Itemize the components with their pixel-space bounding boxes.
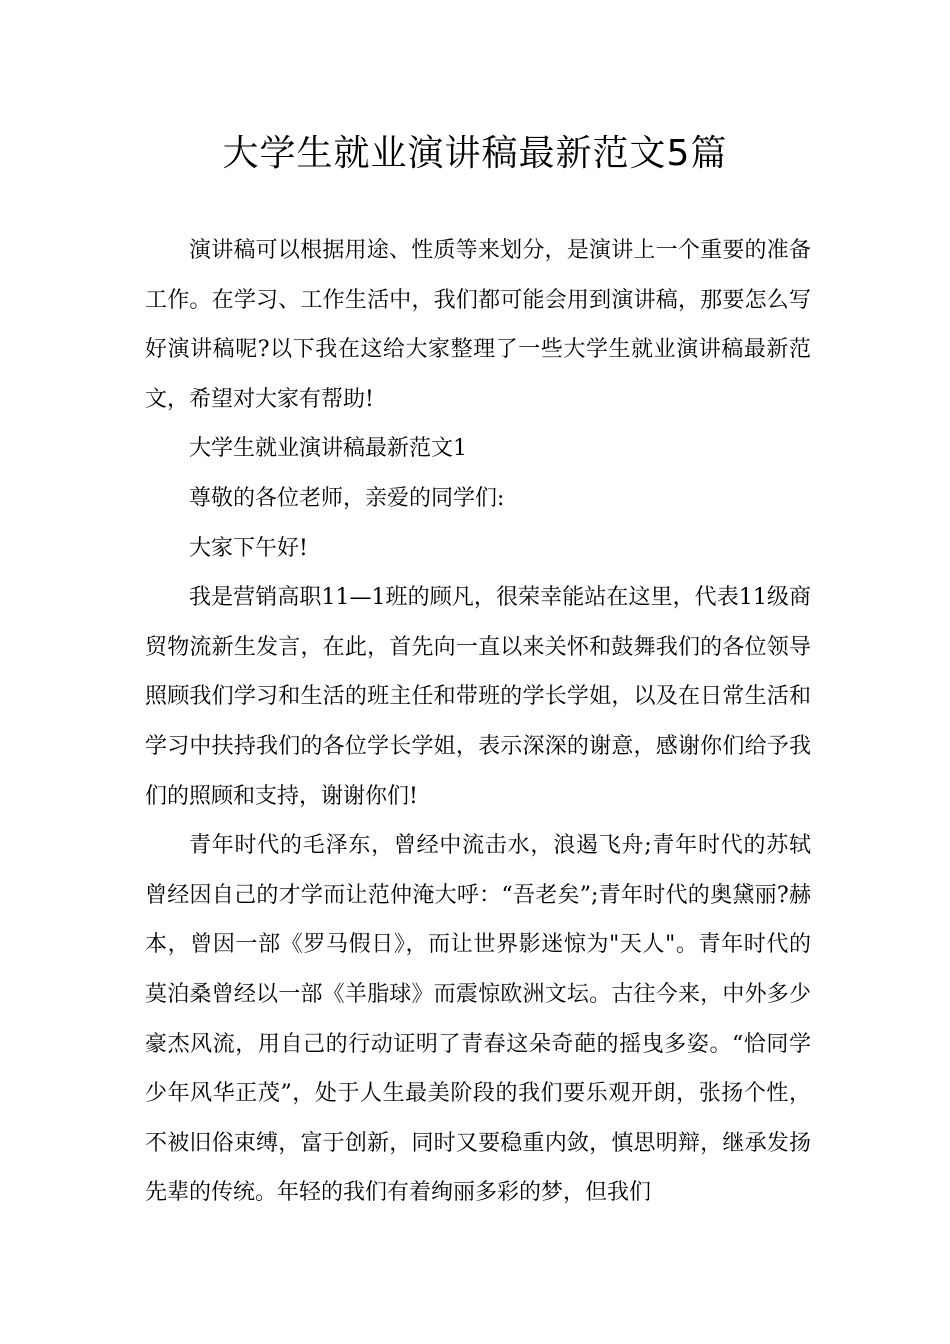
greeting: 大家下午好! xyxy=(189,535,308,561)
intro-paragraph: 演讲稿可以根据用途、性质等来划分，是演讲上一个重要的准备工作。在学习、工作生活中，我们都可能会用到演讲稿，那要怎么写好演讲稿呢?以下我在这给大家整理了一些大学生就业演讲稿最新范文，希望对大家有帮助! xyxy=(145,238,811,412)
document-title: 大学生就业演讲稿最新范文5篇 xyxy=(222,133,728,174)
body-paragraph: 我是营销高职11—1班的顾凡，很荣幸能站在这里，代表11级商贸物流新生发言，在此，首先向一直以来关怀和鼓舞我们的各位领导照顾我们学习和生活的班主任和带班的学长学姐，以及在日常生活和学习中扶持我们的各位学长学姐，表示深深的谢意，感谢你们给予我们的照顾和支持，谢谢你们! xyxy=(145,585,811,809)
document-body xyxy=(145,226,811,1218)
body-paragraph: 青年时代的毛泽东，曾经中流击水，浪遏飞舟;青年时代的苏轼曾经因自己的才学而让范仲淹大呼：“吾老矣”;青年时代的奥黛丽?赫本，曾因一部《罗马假日》，而让世界影迷惊为"天人"。青年时代的莫泊桑曾经以一部《羊脂球》而震惊欧洲文坛。古往今来，中外多少豪杰风流，用自己的行动证明了青春这朵奇葩的摇曳多姿。“恰同学少年风华正茂”，处于人生最美阶段的我们要乐观开朗，张扬个性，不被旧俗束缚，富于创新，同时又要稳重内敛，慎思明辩，继承发扬先辈的传统。年轻的我们有着绚丽多彩的梦，但我们 xyxy=(145,833,811,1206)
section-heading: 大学生就业演讲稿最新范文1 xyxy=(189,436,467,462)
salutation: 尊敬的各位老师，亲爱的同学们: xyxy=(189,485,505,511)
